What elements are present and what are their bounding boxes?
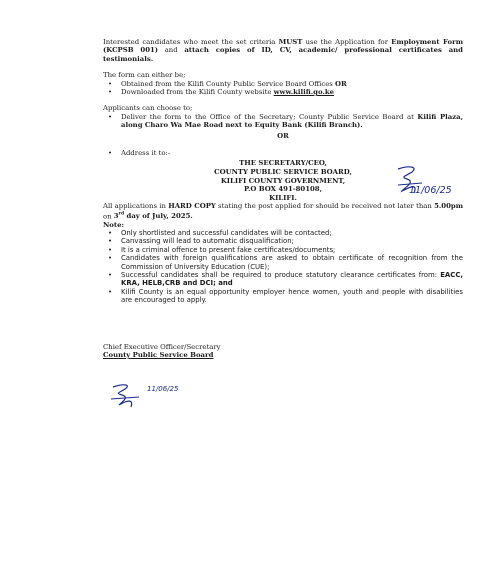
address-list [103, 149, 463, 157]
deadline-text: All applications in [103, 202, 169, 211]
deadline-day-suffix: rd [118, 211, 125, 217]
intro-text: Interested candidates who meet the set criteria [103, 38, 279, 46]
list-item: • Candidates with foreign qualifications are asked to obtain certificate of recognition from the Commission of University Education (CUE); [103, 254, 463, 271]
county-website-link[interactable]: www.kilifi.go.ke [273, 88, 335, 97]
address-line: THE SECRETARY/CEO, [239, 159, 327, 168]
list-item [103, 271, 463, 288]
delivery-location: Kilifi Plaza, along Charo Wa Mae Road next to Equity Bank (Kilifi Branch). [121, 112, 463, 130]
list-item: • Only shortlisted and successful candidates will be contacted; [103, 229, 463, 237]
deadline-text: on [103, 212, 114, 221]
form-name: Employment Form (KCPSB 001) [103, 38, 463, 55]
or-separator: OR [277, 131, 289, 140]
signoff-title: Chief Executive Officer/Secretary [103, 342, 221, 351]
address-line: COUNTY PUBLIC SERVICE BOARD, [214, 168, 352, 177]
list-item: • Address it to:- [103, 149, 463, 157]
delivery-list [103, 113, 463, 130]
list-item-text: Obtained from the Kilifi County Public Service Board Offices [121, 79, 336, 88]
list-item-text: Successful candidates shall be required to produce statutory clearance certificates from: [121, 270, 441, 279]
list-item-text: Downloaded from the Kilifi County website [121, 88, 274, 97]
deadline-paragraph [103, 202, 463, 220]
list-item-text: Deliver the form to the Office of the Secretary; County Public Service Board at [121, 112, 418, 121]
list-item [103, 88, 463, 96]
intro-text: and [158, 46, 185, 55]
deadline-day: 3 [113, 212, 119, 221]
clearance-bodies: EACC, KRA, HELB,CRB and DCI; and [121, 270, 463, 288]
list-item: • Canvassing will lead to automatic disqualification; [103, 237, 463, 245]
intro-paragraph [103, 38, 463, 63]
deadline-time: 5.00pm [434, 202, 464, 211]
attach-requirement: attach copies of ID, CV, academic/ professional certificates and testimonials. [103, 46, 463, 63]
list-item: • It is a criminal offence to present fake certificates/documents; [103, 246, 463, 254]
choose-line: Applicants can choose to; [103, 104, 193, 113]
must-emphasis: MUST [278, 38, 303, 46]
obtain-list [103, 80, 463, 97]
intro-text: use the Application for [302, 38, 392, 46]
address-line: KILIFI. [269, 193, 297, 202]
list-item [103, 113, 463, 130]
deadline-text: stating the post applied for should be received not later than [215, 202, 435, 211]
deadline-month-year: day of July, 2025. [124, 212, 193, 221]
signature-date-1: 11/06/25 [409, 185, 452, 196]
list-item: • Kilifi County is an equal opportunity employer hence women, youth and people with disabilities are encouraged to apply. [103, 288, 463, 305]
signature-1-icon [392, 163, 472, 203]
deadline-date [114, 212, 193, 220]
address-line: KILIFI COUNTY GOVERNMENT, [220, 176, 346, 185]
hard-copy-emphasis: HARD COPY [168, 202, 216, 211]
form-either-line: The form can either be; [103, 71, 186, 80]
notes-list [103, 229, 463, 305]
note-label-text: Note: [103, 220, 125, 229]
signature-2-icon [103, 373, 193, 413]
address-line: P.O BOX 491-80108, [243, 185, 323, 194]
signoff-board: County Public Service Board [103, 351, 214, 360]
note-label [103, 221, 463, 229]
signature-date-2: 11/06/25 [147, 385, 179, 393]
or-emphasis: OR [335, 79, 347, 88]
list-item [103, 80, 463, 88]
